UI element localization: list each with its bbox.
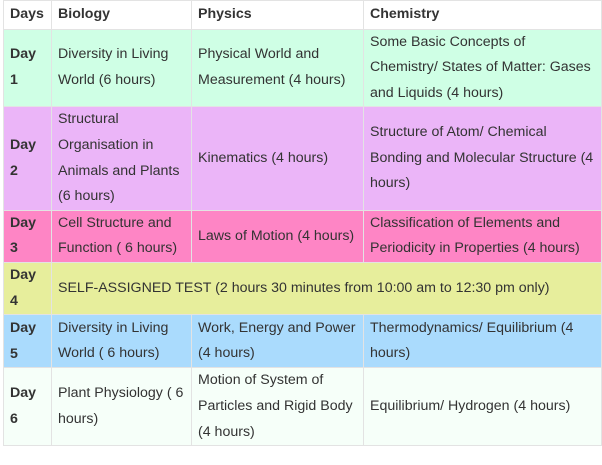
- self-assigned-test-cell: SELF-ASSIGNED TEST (2 hours 30 minutes from 10:00 am to 12:30 pm only): [52, 262, 602, 314]
- study-schedule-table: [3, 0, 602, 446]
- biology-cell: Diversity in Living World (6 hours): [52, 29, 192, 107]
- chemistry-cell: Some Basic Concepts of Chemistry/ States of Matter: Gases and Liquids (4 hours): [364, 29, 602, 107]
- chemistry-cell: Classification of Elements and Periodicity in Properties (4 hours): [364, 210, 602, 262]
- day-cell: Day 4: [4, 262, 52, 314]
- day-cell: Day 2: [4, 107, 52, 210]
- table-row: [4, 262, 602, 314]
- biology-cell: Diversity in Living World ( 6 hours): [52, 315, 192, 368]
- biology-cell: Plant Physiology ( 6 hours): [52, 368, 192, 446]
- physics-cell: Work, Energy and Power (4 hours): [192, 315, 364, 368]
- table-row: [4, 29, 602, 107]
- day-cell: Day 1: [4, 29, 52, 107]
- header-physics: Physics: [192, 1, 364, 30]
- header-chemistry: Chemistry: [364, 1, 602, 30]
- header-days: Days: [4, 1, 52, 30]
- physics-cell: Laws of Motion (4 hours): [192, 210, 364, 262]
- day-cell: Day 6: [4, 368, 52, 446]
- table-header-row: [4, 1, 602, 30]
- physics-cell: Motion of System of Particles and Rigid Body (4 hours): [192, 368, 364, 446]
- day-cell: Day 5: [4, 315, 52, 368]
- table-row: [4, 315, 602, 368]
- chemistry-cell: Structure of Atom/ Chemical Bonding and Molecular Structure (4 hours): [364, 107, 602, 210]
- day-cell: Day 3: [4, 210, 52, 262]
- chemistry-cell: Thermodynamics/ Equilibrium (4 hours): [364, 315, 602, 368]
- table-row: [4, 107, 602, 210]
- header-biology: Biology: [52, 1, 192, 30]
- physics-cell: Kinematics (4 hours): [192, 107, 364, 210]
- physics-cell: Physical World and Measurement (4 hours): [192, 29, 364, 107]
- biology-cell: Cell Structure and Function ( 6 hours): [52, 210, 192, 262]
- table-row: [4, 368, 602, 446]
- biology-cell: Structural Organisation in Animals and Plants (6 hours): [52, 107, 192, 210]
- chemistry-cell: Equilibrium/ Hydrogen (4 hours): [364, 368, 602, 446]
- table-row: [4, 210, 602, 262]
